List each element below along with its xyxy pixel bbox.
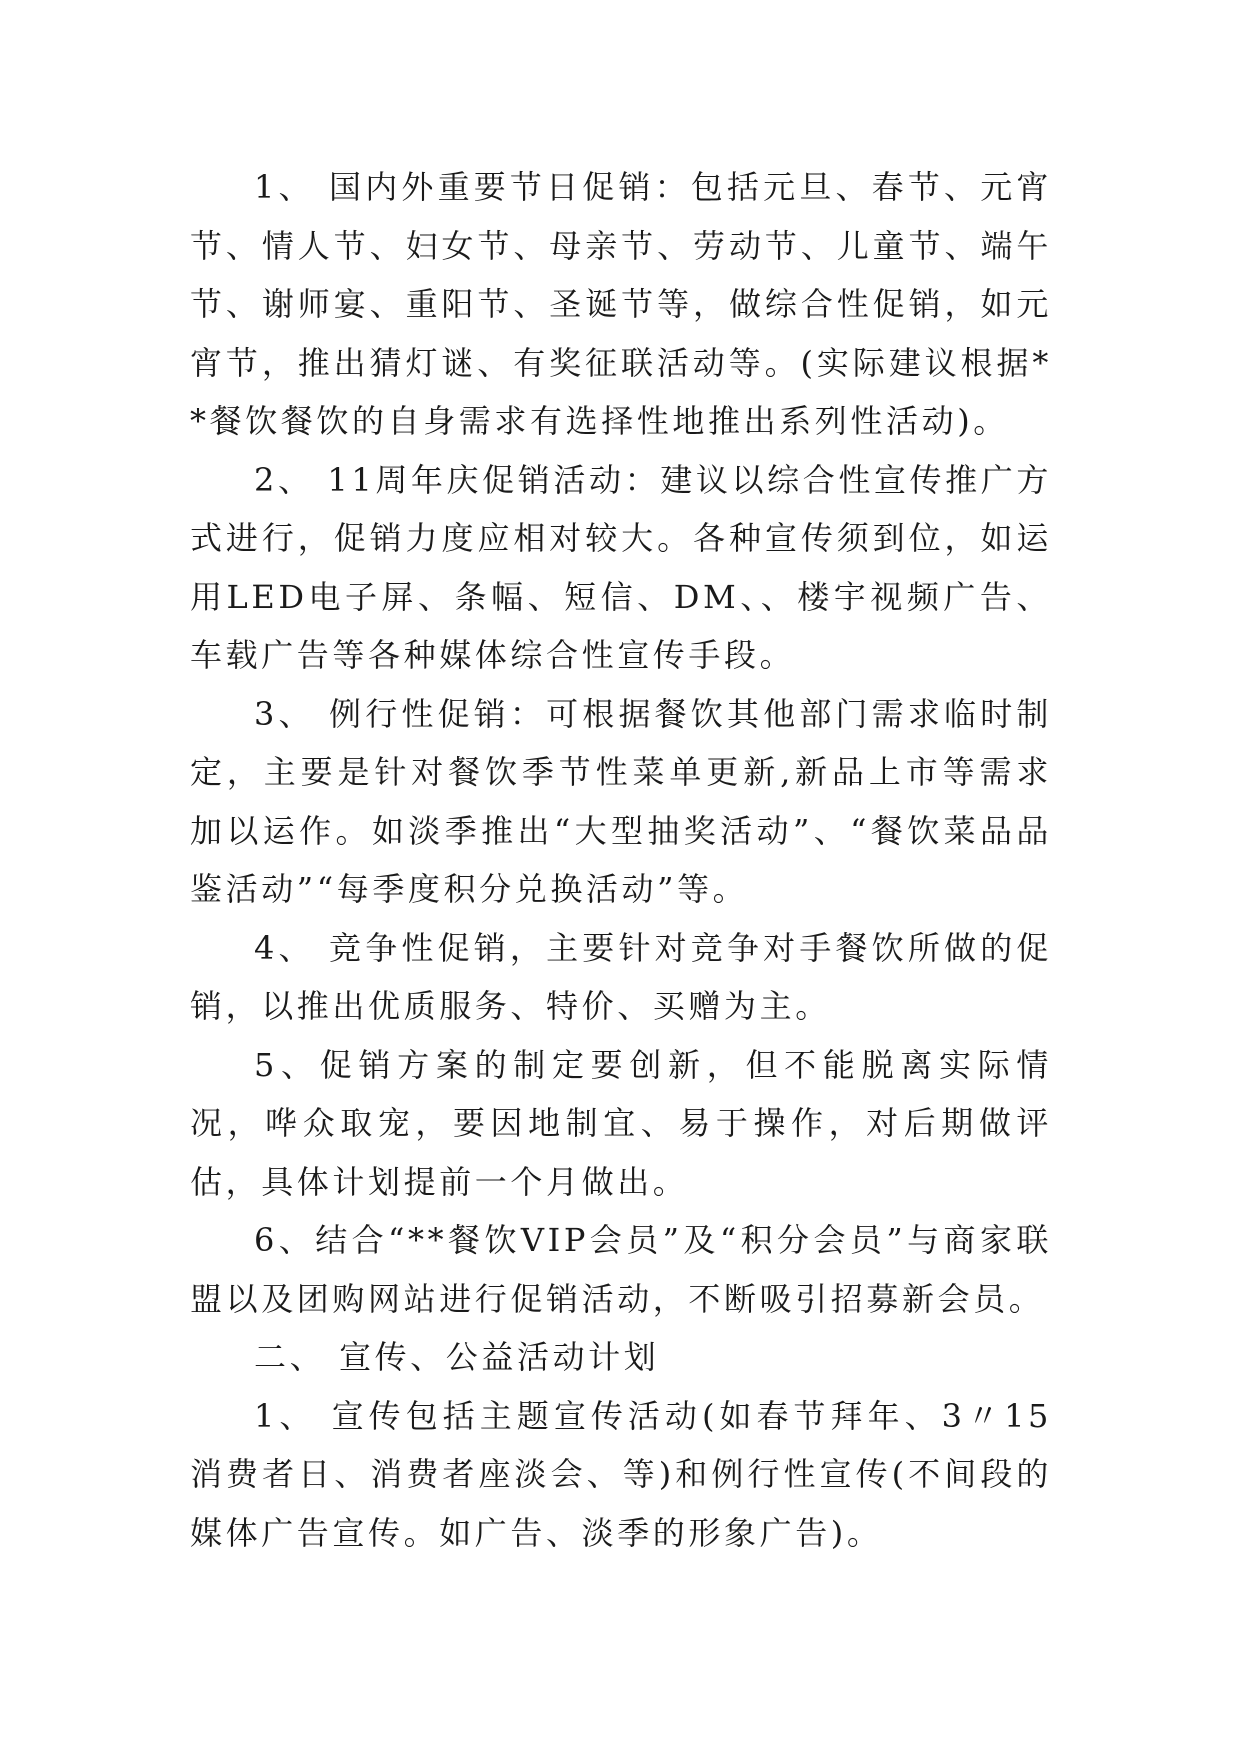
- paragraph-holiday-promotions: 1、 国内外重要节日促销：包括元旦、春节、元宵节、情人节、妇女节、母亲节、劳动节、儿童节、端午节、谢师宴、重阳节、圣诞节等，做综合性促销，如元宵节，推出猜灯谜、有奖征联活动等。(实际建议根据**餐饮餐饮的自身需求有选择性地推出系列性活动)。: [190, 168, 1052, 440]
- paragraph-routine-promotion: 3、 例行性促销：可根据餐饮其他部门需求临时制定，主要是针对餐饮季节性菜单更新,新品上市等需求加以运作。如淡季推出“大型抽奖活动”、“餐饮菜品品鉴活动”“每季度积分兑换活动”等。: [190, 694, 1052, 908]
- paragraph-vip-membership: 6、结合“**餐饮VIP会员”及“积分会员”与商家联盟以及团购网站进行促销活动，不断吸引招募新会员。: [190, 1221, 1052, 1318]
- section-heading-publicity-charity: 二、 宣传、公益活动计划: [254, 1338, 660, 1376]
- paragraph-competitive-promotion: 4、 竞争性促销，主要针对竞争对手餐饮所做的促销，以推出优质服务、特价、买赠为主。: [190, 928, 1052, 1025]
- paragraph-publicity-activities: 1、 宣传包括主题宣传活动(如春节拜年、3〃15消费者日、消费者座淡会、等)和例行性宣传(不间段的媒体广告宣传。如广告、淡季的形象广告)。: [190, 1396, 1052, 1552]
- paragraph-promotion-plan-innovation: 5、促销方案的制定要创新，但不能脱离实际情况，哗众取宠，要因地制宜、易于操作，对后期做评估，具体计划提前一个月做出。: [190, 1045, 1052, 1201]
- document-body: [190, 158, 1052, 1562]
- paragraph-anniversary-promotion: 2、 11周年庆促销活动：建议以综合性宣传推广方式进行，促销力度应相对较大。各种宣传须到位，如运用LED电子屏、条幅、短信、DM、、楼宇视频广告、车载广告等各种媒体综合性宣传手段。: [190, 460, 1052, 674]
